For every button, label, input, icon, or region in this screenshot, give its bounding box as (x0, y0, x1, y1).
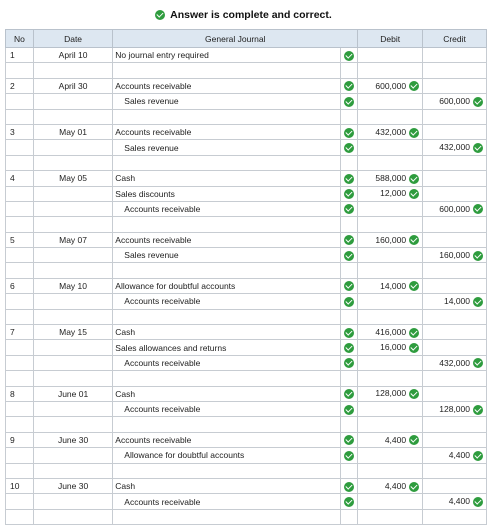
account-check-cell (341, 294, 358, 309)
debit-cell (358, 155, 423, 170)
journal-line-row (6, 386, 487, 401)
account-check-cell (341, 478, 358, 493)
entry-date-cell (33, 309, 112, 324)
credit-amount: 600,000 (439, 203, 470, 214)
check-circle-icon (473, 204, 483, 214)
journal-line-row (6, 48, 487, 63)
debit-cell (358, 509, 423, 524)
journal-line-row (6, 494, 487, 509)
check-circle-icon (344, 204, 354, 214)
account-check-cell (341, 509, 358, 524)
journal-line-row (6, 325, 487, 340)
account-cell: Accounts receivable (113, 124, 341, 139)
account-cell: Accounts receivable (113, 432, 341, 447)
journal-spacer-row (6, 63, 487, 78)
debit-cell (358, 171, 423, 186)
entry-no-cell (6, 186, 34, 201)
credit-cell (423, 232, 487, 247)
check-circle-icon (473, 297, 483, 307)
check-circle-icon (344, 435, 354, 445)
entry-date-cell (33, 186, 112, 201)
account-cell (113, 417, 341, 432)
credit-cell (423, 140, 487, 155)
journal-spacer-row (6, 217, 487, 232)
entry-date-cell (33, 155, 112, 170)
credit-cell (423, 463, 487, 478)
credit-cell (423, 109, 487, 124)
credit-cell (423, 155, 487, 170)
account-check-cell (341, 217, 358, 232)
check-circle-icon (344, 497, 354, 507)
account-cell: Cash (113, 325, 341, 340)
debit-cell (358, 386, 423, 401)
entry-date-cell (33, 201, 112, 216)
credit-cell (423, 48, 487, 63)
entry-date-cell (33, 401, 112, 416)
account-cell: No journal entry required (113, 48, 341, 63)
entry-date-cell: June 30 (33, 432, 112, 447)
check-circle-icon (344, 143, 354, 153)
journal-line-row (6, 432, 487, 447)
account-cell: Accounts receivable (113, 401, 341, 416)
account-cell (113, 263, 341, 278)
entry-no-cell: 6 (6, 278, 34, 293)
account-check-cell (341, 494, 358, 509)
account-cell: Accounts receivable (113, 201, 341, 216)
debit-cell (358, 263, 423, 278)
debit-cell (358, 448, 423, 463)
journal-line-row (6, 340, 487, 355)
check-circle-icon (344, 482, 354, 492)
credit-amount: 14,000 (444, 296, 470, 307)
entry-no-cell (6, 155, 34, 170)
journal-spacer-row (6, 309, 487, 324)
journal-header-row (6, 30, 487, 48)
debit-amount: 4,400 (384, 434, 407, 445)
entry-no-cell (6, 355, 34, 370)
entry-date-cell (33, 494, 112, 509)
account-check-cell (341, 94, 358, 109)
debit-cell (358, 48, 423, 63)
entry-no-cell (6, 140, 34, 155)
account-check-cell (341, 463, 358, 478)
debit-cell (358, 340, 423, 355)
journal-spacer-row (6, 463, 487, 478)
credit-cell (423, 401, 487, 416)
journal-line-row (6, 186, 487, 201)
account-cell (113, 217, 341, 232)
entry-no-cell (6, 494, 34, 509)
credit-cell (423, 94, 487, 109)
credit-cell (423, 386, 487, 401)
journal-line-row (6, 401, 487, 416)
debit-amount: 14,000 (380, 280, 407, 291)
account-cell (113, 155, 341, 170)
account-cell: Accounts receivable (113, 355, 341, 370)
entry-date-cell (33, 340, 112, 355)
account-cell (113, 309, 341, 324)
entry-no-cell (6, 94, 34, 109)
account-cell: Cash (113, 386, 341, 401)
entry-date-cell: June 01 (33, 386, 112, 401)
credit-cell (423, 171, 487, 186)
check-circle-icon (473, 143, 483, 153)
journal-spacer-row (6, 263, 487, 278)
debit-cell (358, 417, 423, 432)
entry-no-cell: 2 (6, 78, 34, 93)
credit-cell (423, 248, 487, 263)
debit-cell (358, 309, 423, 324)
account-cell: Allowance for doubtful accounts (113, 278, 341, 293)
check-circle-icon (155, 10, 165, 20)
credit-amount: 432,000 (439, 357, 470, 368)
debit-cell (358, 463, 423, 478)
debit-cell (358, 201, 423, 216)
account-cell: Accounts receivable (113, 294, 341, 309)
account-check-cell (341, 140, 358, 155)
debit-cell (358, 124, 423, 139)
check-circle-icon (409, 435, 419, 445)
debit-amount: 432,000 (375, 126, 407, 137)
account-check-cell (341, 309, 358, 324)
debit-cell (358, 478, 423, 493)
check-circle-icon (344, 51, 354, 61)
account-check-cell (341, 325, 358, 340)
entry-date-cell: May 15 (33, 325, 112, 340)
debit-amount: 12,000 (380, 188, 407, 199)
journal-line-row (6, 124, 487, 139)
credit-cell (423, 78, 487, 93)
check-circle-icon (409, 281, 419, 291)
entry-date-cell (33, 509, 112, 524)
journal-line-row (6, 478, 487, 493)
debit-cell (358, 63, 423, 78)
account-cell (113, 509, 341, 524)
account-cell: Sales revenue (113, 248, 341, 263)
journal-line-row (6, 140, 487, 155)
entry-no-cell (6, 201, 34, 216)
debit-cell (358, 186, 423, 201)
result-banner (0, 0, 487, 29)
account-check-cell (341, 171, 358, 186)
check-circle-icon (409, 328, 419, 338)
col-header-journal: General Journal (113, 30, 358, 48)
check-circle-icon (344, 405, 354, 415)
journal-line-row (6, 201, 487, 216)
credit-cell (423, 509, 487, 524)
check-circle-icon (473, 451, 483, 461)
entry-no-cell (6, 263, 34, 278)
entry-no-cell (6, 217, 34, 232)
entry-date-cell (33, 294, 112, 309)
debit-cell (358, 217, 423, 232)
account-cell: Sales allowances and returns (113, 340, 341, 355)
check-circle-icon (344, 235, 354, 245)
account-check-cell (341, 232, 358, 247)
credit-cell (423, 432, 487, 447)
debit-cell (358, 355, 423, 370)
entry-no-cell: 3 (6, 124, 34, 139)
account-check-cell (341, 248, 358, 263)
entry-no-cell (6, 371, 34, 386)
credit-amount: 128,000 (439, 403, 470, 414)
entry-no-cell (6, 109, 34, 124)
credit-cell (423, 478, 487, 493)
entry-no-cell (6, 401, 34, 416)
credit-cell (423, 124, 487, 139)
entry-no-cell (6, 63, 34, 78)
debit-amount: 160,000 (375, 234, 407, 245)
journal-line-row (6, 78, 487, 93)
credit-amount: 600,000 (439, 95, 470, 106)
debit-cell (358, 325, 423, 340)
check-circle-icon (473, 97, 483, 107)
check-circle-icon (344, 451, 354, 461)
check-circle-icon (409, 235, 419, 245)
account-check-cell (341, 386, 358, 401)
entry-no-cell (6, 248, 34, 263)
account-cell (113, 371, 341, 386)
debit-cell (358, 278, 423, 293)
journal-line-row (6, 278, 487, 293)
col-header-debit: Debit (358, 30, 423, 48)
journal-spacer-row (6, 155, 487, 170)
check-circle-icon (344, 358, 354, 368)
entry-no-cell: 4 (6, 171, 34, 186)
account-cell: Accounts receivable (113, 232, 341, 247)
account-cell: Sales discounts (113, 186, 341, 201)
account-check-cell (341, 401, 358, 416)
check-circle-icon (409, 482, 419, 492)
account-check-cell (341, 340, 358, 355)
entry-no-cell (6, 448, 34, 463)
journal-line-row (6, 294, 487, 309)
credit-amount: 160,000 (439, 249, 470, 260)
debit-cell (358, 94, 423, 109)
check-circle-icon (473, 497, 483, 507)
credit-cell (423, 186, 487, 201)
account-cell: Sales revenue (113, 94, 341, 109)
check-circle-icon (344, 389, 354, 399)
entry-date-cell (33, 109, 112, 124)
check-circle-icon (409, 189, 419, 199)
col-header-credit: Credit (423, 30, 487, 48)
check-circle-icon (344, 189, 354, 199)
debit-cell (358, 432, 423, 447)
col-header-date: Date (33, 30, 112, 48)
entry-date-cell (33, 371, 112, 386)
check-circle-icon (409, 389, 419, 399)
account-check-cell (341, 263, 358, 278)
entry-date-cell (33, 417, 112, 432)
journal-line-row (6, 448, 487, 463)
account-cell: Cash (113, 171, 341, 186)
credit-cell (423, 309, 487, 324)
account-cell: Accounts receivable (113, 494, 341, 509)
entry-date-cell: May 01 (33, 124, 112, 139)
credit-cell (423, 294, 487, 309)
debit-cell (358, 401, 423, 416)
entry-date-cell (33, 463, 112, 478)
account-cell (113, 63, 341, 78)
debit-amount: 4,400 (384, 480, 407, 491)
check-circle-icon (473, 251, 483, 261)
entry-date-cell: May 05 (33, 171, 112, 186)
account-check-cell (341, 109, 358, 124)
account-cell: Allowance for doubtful accounts (113, 448, 341, 463)
debit-amount: 416,000 (375, 326, 407, 337)
journal-table (5, 29, 487, 525)
credit-cell (423, 371, 487, 386)
entry-no-cell: 5 (6, 232, 34, 247)
account-check-cell (341, 48, 358, 63)
debit-amount: 16,000 (380, 342, 407, 353)
debit-cell (358, 140, 423, 155)
credit-cell (423, 448, 487, 463)
account-check-cell (341, 371, 358, 386)
result-banner-text: Answer is complete and correct. (170, 8, 332, 21)
account-check-cell (341, 417, 358, 432)
entry-date-cell: May 07 (33, 232, 112, 247)
credit-cell (423, 278, 487, 293)
account-check-cell (341, 278, 358, 293)
account-cell: Accounts receivable (113, 78, 341, 93)
debit-amount: 128,000 (375, 388, 407, 399)
account-cell: Cash (113, 478, 341, 493)
journal-spacer-row (6, 109, 487, 124)
entry-no-cell (6, 294, 34, 309)
account-check-cell (341, 124, 358, 139)
credit-cell (423, 355, 487, 370)
entry-date-cell (33, 94, 112, 109)
entry-no-cell: 8 (6, 386, 34, 401)
debit-cell (358, 494, 423, 509)
entry-no-cell (6, 509, 34, 524)
credit-cell (423, 494, 487, 509)
journal-line-row (6, 232, 487, 247)
credit-amount: 4,400 (448, 449, 470, 460)
credit-cell (423, 263, 487, 278)
credit-cell (423, 217, 487, 232)
account-check-cell (341, 448, 358, 463)
entry-date-cell (33, 140, 112, 155)
journal-spacer-row (6, 509, 487, 524)
check-circle-icon (344, 281, 354, 291)
check-circle-icon (344, 174, 354, 184)
journal-spacer-row (6, 417, 487, 432)
account-cell: Sales revenue (113, 140, 341, 155)
check-circle-icon (473, 358, 483, 368)
account-cell (113, 463, 341, 478)
credit-cell (423, 325, 487, 340)
account-check-cell (341, 63, 358, 78)
entry-no-cell: 1 (6, 48, 34, 63)
check-circle-icon (409, 174, 419, 184)
credit-amount: 432,000 (439, 142, 470, 153)
check-circle-icon (344, 297, 354, 307)
credit-cell (423, 340, 487, 355)
check-circle-icon (344, 97, 354, 107)
account-check-cell (341, 186, 358, 201)
entry-no-cell: 10 (6, 478, 34, 493)
debit-cell (358, 78, 423, 93)
journal-line-row (6, 94, 487, 109)
debit-cell (358, 109, 423, 124)
entry-date-cell: April 10 (33, 48, 112, 63)
account-check-cell (341, 78, 358, 93)
entry-date-cell: June 30 (33, 478, 112, 493)
credit-cell (423, 417, 487, 432)
check-circle-icon (344, 343, 354, 353)
check-circle-icon (409, 81, 419, 91)
entry-no-cell (6, 417, 34, 432)
journal-line-row (6, 171, 487, 186)
entry-no-cell (6, 309, 34, 324)
account-check-cell (341, 155, 358, 170)
entry-no-cell: 7 (6, 325, 34, 340)
account-check-cell (341, 355, 358, 370)
entry-date-cell (33, 448, 112, 463)
entry-date-cell (33, 263, 112, 278)
debit-cell (358, 248, 423, 263)
entry-date-cell: April 30 (33, 78, 112, 93)
check-circle-icon (344, 128, 354, 138)
check-circle-icon (344, 251, 354, 261)
debit-amount: 600,000 (375, 80, 407, 91)
entry-no-cell (6, 463, 34, 478)
account-cell (113, 109, 341, 124)
entry-date-cell (33, 248, 112, 263)
debit-cell (358, 232, 423, 247)
account-check-cell (341, 201, 358, 216)
check-circle-icon (344, 328, 354, 338)
credit-cell (423, 63, 487, 78)
journal-spacer-row (6, 371, 487, 386)
check-circle-icon (473, 405, 483, 415)
check-circle-icon (409, 128, 419, 138)
entry-date-cell (33, 63, 112, 78)
journal-line-row (6, 248, 487, 263)
entry-no-cell: 9 (6, 432, 34, 447)
col-header-no: No (6, 30, 34, 48)
entry-no-cell (6, 340, 34, 355)
entry-date-cell: May 10 (33, 278, 112, 293)
credit-amount: 4,400 (448, 496, 470, 507)
journal-line-row (6, 355, 487, 370)
account-check-cell (341, 432, 358, 447)
debit-amount: 588,000 (375, 172, 407, 183)
entry-date-cell (33, 217, 112, 232)
check-circle-icon (409, 343, 419, 353)
check-circle-icon (344, 81, 354, 91)
debit-cell (358, 294, 423, 309)
debit-cell (358, 371, 423, 386)
credit-cell (423, 201, 487, 216)
entry-date-cell (33, 355, 112, 370)
